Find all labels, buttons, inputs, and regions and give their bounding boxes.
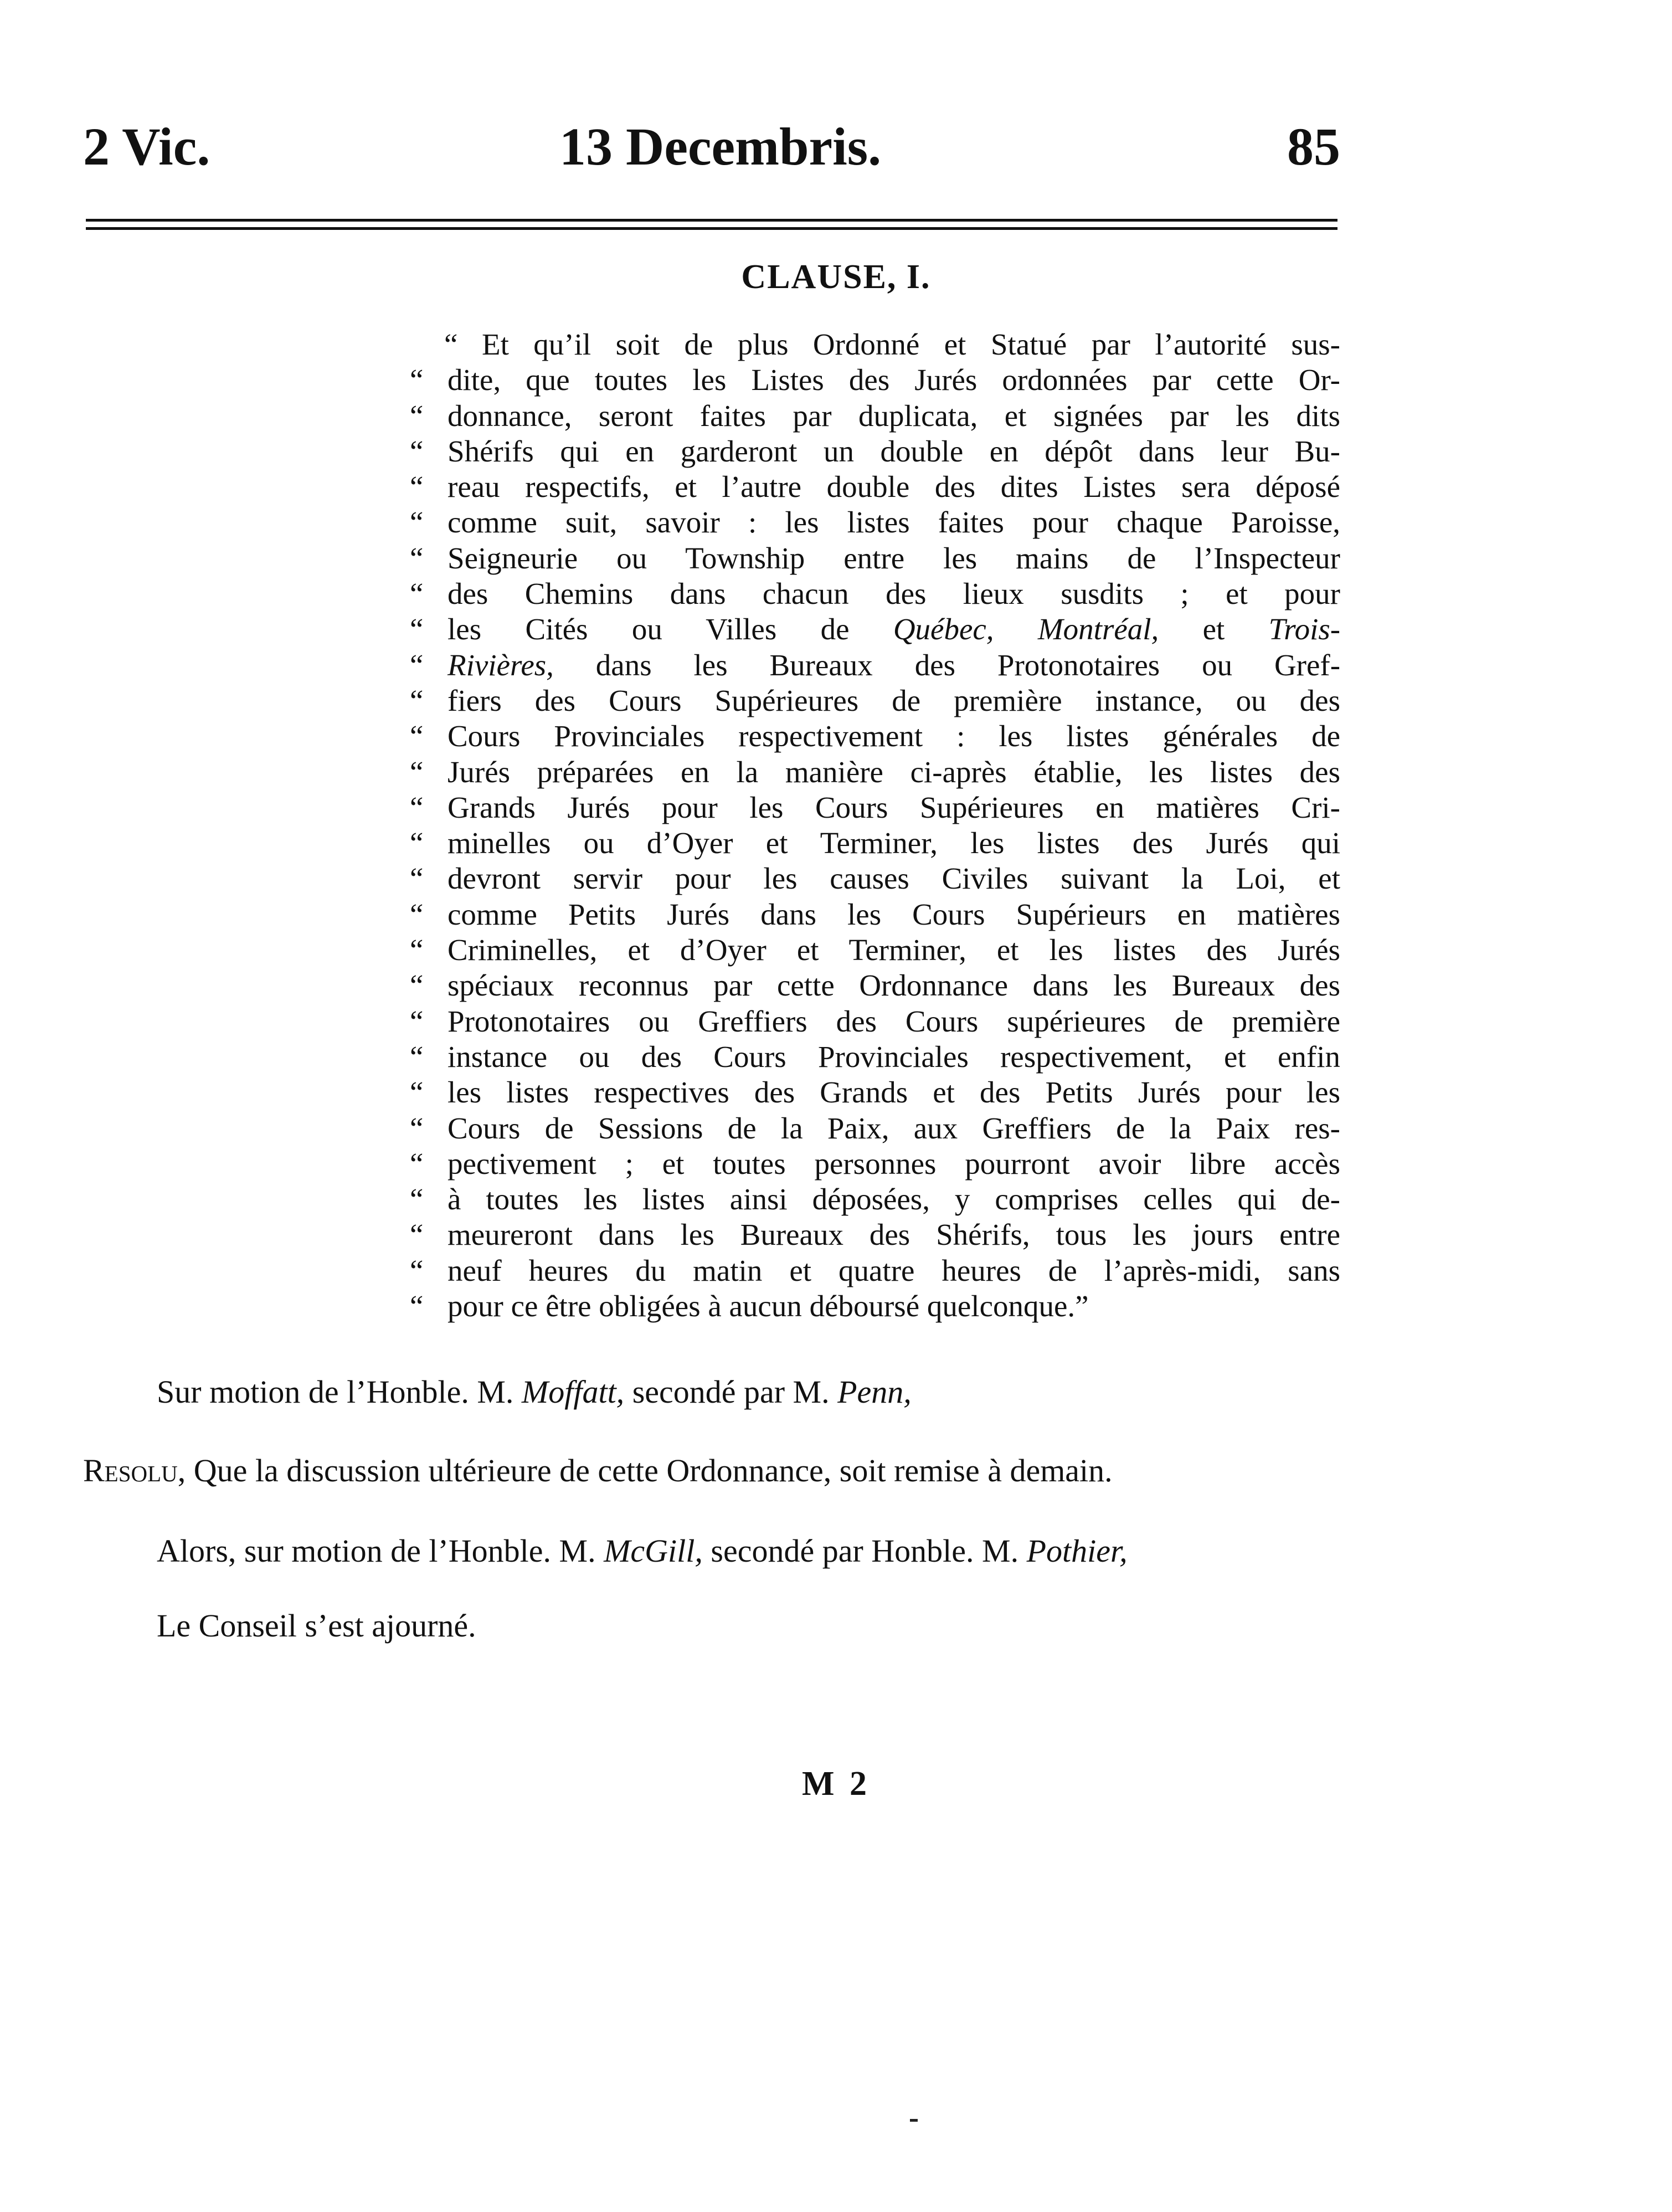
adjournment-line: Le Conseil s’est ajourné. bbox=[157, 1608, 476, 1644]
motion-1-seconder: Penn, bbox=[837, 1374, 912, 1410]
clause-line bbox=[410, 755, 1340, 790]
motion-paragraph-1 bbox=[157, 1373, 912, 1412]
clause-line-text: fiers des Cours Supérieures de première instance, ou des bbox=[447, 683, 1340, 717]
motion-paragraph-2 bbox=[157, 1532, 1342, 1571]
quotation-mark: “ bbox=[410, 577, 424, 611]
clause-line bbox=[410, 1004, 1340, 1039]
clause-line-text: Seigneurie ou Township entre les mains de l’Inspecteur bbox=[447, 541, 1340, 575]
quotation-mark: “ bbox=[410, 398, 424, 433]
quotation-mark: “ bbox=[410, 1004, 424, 1038]
clause-line bbox=[410, 1111, 1340, 1146]
clause-line-text: Cours Provinciales respectivement : les listes générales de bbox=[447, 719, 1340, 753]
quotation-mark: “ bbox=[410, 1146, 424, 1181]
clause-line bbox=[410, 327, 1340, 362]
clause-line-text: à toutes les listes ainsi déposées, y comprises celles qui de- bbox=[447, 1182, 1340, 1217]
quotation-mark: “ bbox=[410, 1182, 424, 1217]
motion-2-prefix: Alors, sur motion de l’Honble. M. bbox=[157, 1533, 596, 1569]
clause-line-text: Criminelles, et d’Oyer et Terminer, et les listes des Jurés bbox=[447, 933, 1340, 967]
clause-line-text: Jurés préparées en la manière ci-après établie, les listes des bbox=[447, 755, 1340, 789]
clause-line-text: Cours de Sessions de la Paix, aux Greffiers de la Paix res- bbox=[447, 1111, 1340, 1145]
header-date: 13 Decembris. bbox=[559, 117, 882, 176]
clause-line bbox=[410, 1039, 1340, 1075]
stray-print-mark bbox=[910, 2119, 918, 2122]
clause-line-text: meureront dans les Bureaux des Shérifs, tous les jours entre bbox=[447, 1218, 1340, 1252]
quotation-mark: “ bbox=[410, 541, 424, 575]
quotation-mark: “ bbox=[410, 1289, 424, 1323]
header-rule-top bbox=[86, 219, 1337, 222]
clause-line bbox=[410, 790, 1340, 825]
clause-line bbox=[410, 718, 1340, 754]
resolution-text: Que la discussion ultérieure de cette Ordonnance, soit remise à demain. bbox=[193, 1453, 1113, 1489]
clause-line-text: pour ce être obligées à aucun déboursé quelconque.” bbox=[447, 1289, 1089, 1323]
clause-line bbox=[410, 576, 1340, 612]
clause-line bbox=[410, 434, 1340, 469]
clause-line-text: Protonotaires ou Greffiers des Cours supérieures de première bbox=[447, 1004, 1340, 1038]
clause-line-text: devront servir pour les causes Civiles suivant la Loi, et bbox=[447, 861, 1340, 896]
quotation-mark: “ bbox=[410, 683, 424, 717]
clause-line-text: comme Petits Jurés dans les Cours Supérieurs en matières bbox=[447, 897, 1340, 931]
quotation-mark: “ bbox=[410, 1111, 424, 1145]
clause-line-text: les listes respectives des Grands et des Petits Jurés pour les bbox=[447, 1075, 1340, 1110]
quotation-mark: “ bbox=[410, 434, 424, 468]
clause-line bbox=[410, 1289, 1340, 1324]
running-header bbox=[83, 111, 1340, 183]
quotation-mark: “ bbox=[444, 327, 458, 361]
clause-text bbox=[410, 327, 1340, 1324]
clause-line-text: donnance, seront faites par duplicata, et signées par les dits bbox=[447, 398, 1340, 433]
clause-heading: CLAUSE, I. bbox=[741, 258, 931, 296]
clause-line-text: comme suit, savoir : les listes faites pour chaque Paroisse, bbox=[447, 505, 1340, 540]
clause-line bbox=[410, 683, 1340, 718]
quotation-mark: “ bbox=[410, 826, 424, 860]
clause-line bbox=[410, 968, 1340, 1003]
clause-line bbox=[410, 1253, 1340, 1289]
clause-line-text: Et qu’il soit de plus Ordonné et Statué par l’autorité sus- bbox=[482, 327, 1340, 361]
clause-line-text: des Chemins dans chacun des lieux susdits ; et pour bbox=[447, 577, 1340, 611]
quotation-mark: “ bbox=[410, 1253, 424, 1287]
clause-line-text: les Cités ou Villes de Québec, Montréal, et Trois- bbox=[447, 612, 1341, 646]
motion-2-middle: secondé par Honble. M. bbox=[711, 1533, 1019, 1569]
regnal-year: 2 Vic. bbox=[83, 117, 210, 176]
quotation-mark: “ bbox=[410, 1218, 424, 1252]
clause-line-text: Grands Jurés pour les Cours Supérieures en matières Cri- bbox=[447, 790, 1340, 824]
quotation-mark: “ bbox=[410, 861, 424, 896]
clause-line bbox=[410, 1146, 1340, 1182]
clause-line-text: pectivement ; et toutes personnes pourront avoir libre accès bbox=[447, 1146, 1340, 1181]
clause-line-text: Shérifs qui en garderont un double en dépôt dans leur Bu- bbox=[447, 434, 1340, 468]
clause-line bbox=[410, 398, 1340, 434]
page-number: 85 bbox=[1287, 117, 1340, 176]
clause-line-text: minelles ou d’Oyer et Terminer, les listes des Jurés qui bbox=[447, 826, 1340, 860]
clause-line bbox=[410, 897, 1340, 932]
motion-2-seconder: Pothier, bbox=[1026, 1533, 1128, 1569]
clause-line-text: instance ou des Cours Provinciales respectivement, et enfin bbox=[447, 1039, 1340, 1074]
quotation-mark: “ bbox=[410, 755, 424, 789]
clause-line-text: Rivières, dans les Bureaux des Protonotaires ou Gref- bbox=[447, 648, 1341, 682]
quotation-mark: “ bbox=[410, 1075, 424, 1110]
clause-line bbox=[410, 541, 1340, 576]
quotation-mark: “ bbox=[410, 968, 424, 1003]
quotation-mark: “ bbox=[410, 790, 424, 824]
quotation-mark: “ bbox=[410, 612, 424, 646]
clause-line bbox=[410, 861, 1340, 896]
quotation-mark: “ bbox=[410, 505, 424, 540]
resolution-word: Resolu, bbox=[83, 1453, 186, 1489]
motion-1-prefix: Sur motion de l’Honble. M. bbox=[157, 1374, 514, 1410]
quotation-mark: “ bbox=[410, 719, 424, 753]
quotation-mark: “ bbox=[410, 1039, 424, 1074]
clause-line bbox=[410, 469, 1340, 505]
header-rule-bottom bbox=[86, 227, 1337, 230]
clause-line bbox=[410, 648, 1340, 683]
quotation-mark: “ bbox=[410, 933, 424, 967]
quotation-mark: “ bbox=[410, 363, 424, 397]
clause-line-text: reau respectifs, et l’autre double des dites Listes sera déposé bbox=[447, 470, 1340, 504]
motion-1-mover: Moffatt, bbox=[521, 1374, 625, 1410]
clause-line bbox=[410, 825, 1340, 861]
quotation-mark: “ bbox=[410, 470, 424, 504]
clause-line-text: dite, que toutes les Listes des Jurés ordonnées par cette Or- bbox=[447, 363, 1340, 397]
quotation-mark: “ bbox=[410, 897, 424, 931]
resolution-paragraph bbox=[83, 1451, 1340, 1490]
printer-signature-mark: M 2 bbox=[801, 1765, 871, 1803]
clause-line bbox=[410, 1075, 1340, 1110]
clause-line bbox=[410, 932, 1340, 968]
clause-line bbox=[410, 612, 1340, 647]
clause-line bbox=[410, 1182, 1340, 1217]
quotation-mark: “ bbox=[410, 648, 424, 682]
clause-line-text: spéciaux reconnus par cette Ordonnance dans les Bureaux des bbox=[447, 968, 1340, 1003]
motion-1-middle: secondé par M. bbox=[632, 1374, 830, 1410]
clause-line-text: neuf heures du matin et quatre heures de l’après-midi, sans bbox=[447, 1253, 1340, 1287]
clause-line bbox=[410, 505, 1340, 540]
clause-line bbox=[410, 362, 1340, 398]
motion-2-mover: McGill, bbox=[604, 1533, 703, 1569]
clause-line bbox=[410, 1217, 1340, 1253]
